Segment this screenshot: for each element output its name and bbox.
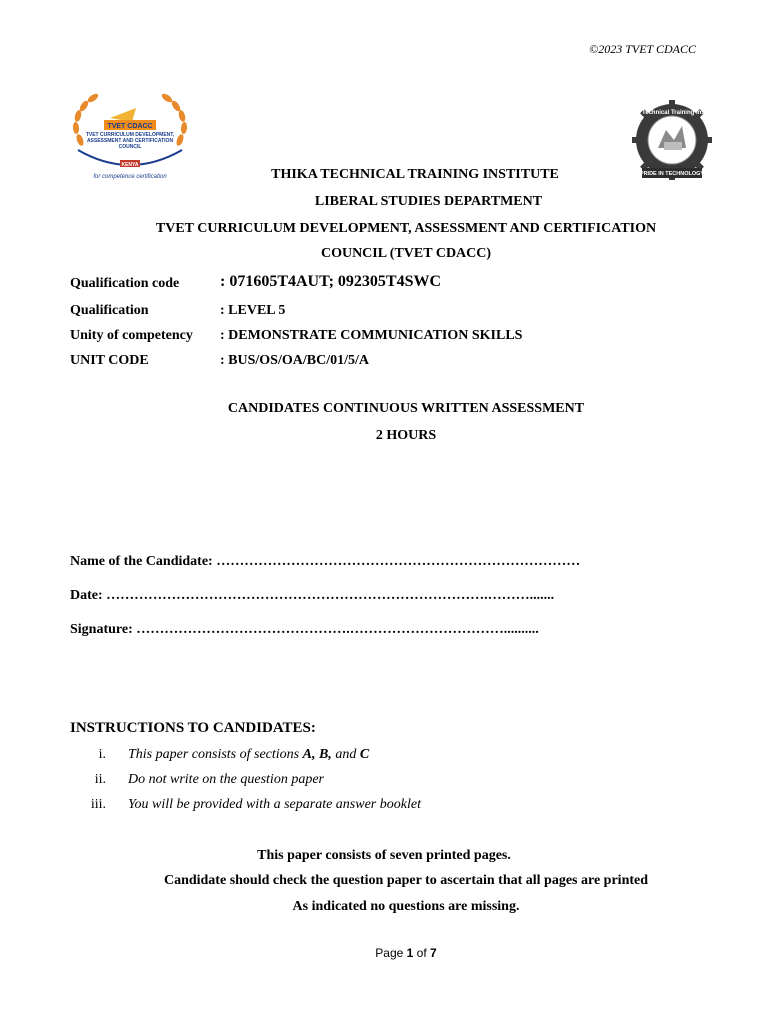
svg-text:for competence certification: for competence certification [93,174,167,180]
svg-text:COUNCIL: COUNCIL [118,144,142,150]
assessment-duration: 2 HOURS [375,428,437,443]
instruction-number: ii. [94,772,106,787]
unit-code-value: : BUS/OS/OA/BC/01/5/A [220,353,369,368]
assessment-title: CANDIDATES CONTINUOUS WRITTEN ASSESSMENT [227,401,585,416]
qualification-label: Qualification [70,303,149,318]
instruction-text: Do not write on the question paper [128,772,324,787]
page-number: Page 1 of 7 [375,946,437,960]
department-name: LIBERAL STUDIES DEPARTMENT [314,194,543,209]
instruction-item [70,747,570,767]
unit-code-label: UNIT CODE [70,353,149,368]
date-field: Date: ……………………………………………………………………….………....... [70,588,555,603]
qualification-code-label: Qualification code [70,276,180,291]
svg-text:TVET CURRICULUM DEVELOPMENT,: TVET CURRICULUM DEVELOPMENT, [85,132,175,138]
copyright-notice: ©2023 TVET CDACC [589,42,696,56]
check-pages-note: Candidate should check the question paper to ascertain that all pages are printed [163,873,649,888]
instruction-item [70,797,570,817]
institution-name: THIKA TECHNICAL TRAINING INSTITUTE [271,167,559,182]
svg-text:PRIDE IN TECHNOLOGY: PRIDE IN TECHNOLOGY [639,171,705,177]
council-name-line2: COUNCIL (TVET CDACC) [320,246,492,261]
instructions-title: INSTRUCTIONS TO CANDIDATES: [70,720,316,736]
unit-of-competency-value: : DEMONSTRATE COMMUNICATION SKILLS [220,328,523,343]
missing-questions-note: As indicated no questions are missing. [292,899,520,914]
instruction-number: i. [98,747,106,762]
candidate-name-field: Name of the Candidate: …………………………………………………………………… [70,554,581,569]
instruction-text: You will be provided with a separate answer booklet [128,797,421,812]
instruction-item [70,772,570,792]
qualification-code-value: : 071605T4AUT; 092305T4SWC [220,273,442,290]
svg-text:ASSESSMENT AND CERTIFICATION: ASSESSMENT AND CERTIFICATION [86,138,174,144]
page-count-note: This paper consists of seven printed pages. [257,848,511,863]
qualification-value: : LEVEL 5 [220,303,286,318]
svg-text:KENYA: KENYA [121,162,139,168]
instruction-text: This paper consists of sections A, B, and C [128,747,370,762]
svg-text:Thika Technical Training Insti: Thika Technical Training Institute [624,110,720,116]
svg-text:TVET CDACC: TVET CDACC [107,123,153,130]
instruction-number: iii. [90,797,106,812]
council-name-line1: TVET CURRICULUM DEVELOPMENT, ASSESSMENT AND CERTIFICATION [155,221,657,236]
signature-field: Signature: ……………………………………….…………………………….......... [70,622,539,637]
unit-of-competency-label: Unity of competency [70,328,193,343]
